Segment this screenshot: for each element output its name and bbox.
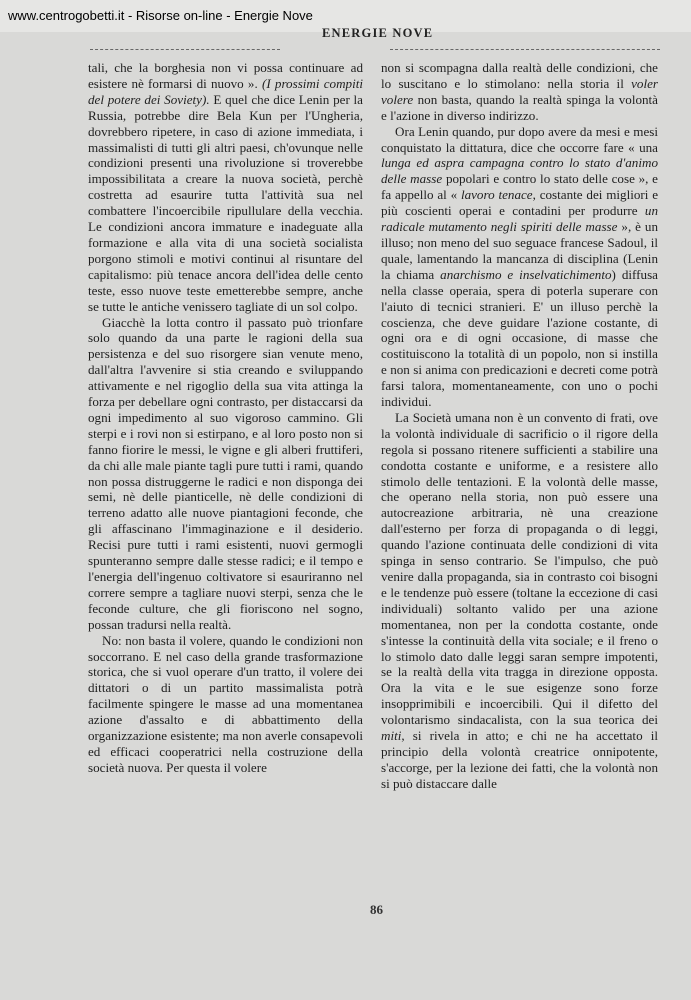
right-column [381, 60, 658, 792]
left-column [88, 60, 363, 776]
text-run: ) diffusa nella classe operaia, spera di poterla superare con l'aiuto di tecnici stranieri. E' un illuso perchè la coscienza, che deve guidare l'azione costante, di ogni ora e di ogni occasione, di masse che costituiscono la totalità di un popolo, non si instilla e non si anima con predicazioni e decreti come potrà farsi talora, momentaneamente, con uno o pochi individui. [381, 266, 658, 410]
text-run: E quel che dice Lenin per la Russia, potrebbe dire Bela Kun per l'Ungheria, dovrebbero ripetere, in caso di azione immediata, i massimalisti di tutti gli altri paesi, ch'ovunque nelle condizioni presenti una rivoluzione si troverebbe impossibilitata a creare la nuova società, perchè costretta ad esaurire tutta l'attività sua nel combattere l'incoercibile ripullulare della vecchia. Le condizioni ancora immature e inadeguate alla formazione e alla vita di una società socialista porgono stimoli e motivi continui al risuntare del capitalismo: più tenace ancora dell'idea delle cento teste, esso nuove teste emetterebbe sempre, anche se tutte le antiche venissero tagliate di un sol colpo. [88, 91, 363, 314]
page-number: 86 [370, 902, 383, 917]
running-title: ENERGIE NOVE [322, 26, 434, 40]
text-run: , costante dei migliori e più coscienti operai e contadini per produrre [381, 187, 658, 219]
text-run: non basta, quando la realtà spinga la volontà e l'azione in diverso indirizzo. [381, 91, 658, 123]
emphasis: lunga ed aspra campagna contro lo stato d'animo delle masse [381, 155, 658, 187]
paragraph: Giacchè la lotta contro il passato può trionfare solo quando da una parte le ragioni della sua persistenza e del suo risorgere sian venute meno, dall'altra l'avvenire si stia creando e sviluppando attivamente e nel rigoglio della sua vita attinga la forza per debellare ogni contrasto, per distaccarsi da ogni impedimento al suo vigoroso cammino. Gli sterpi e i rovi non si estirpano, e al loro posto non si fanno fiorire le messi, le vigne e gli alberi fruttiferi, da chi alle male piante tagli pure tutti i rami, quando non possa distruggerne le radici e non disponga dei semi, nè delle pianticelle, nè delle condizioni di terreno adatto alle nuove piantagioni feconde, che gli affascinano l'immaginazione e il desiderio. Recisi pure tutti i rami esistenti, nuovi germogli spunteranno sempre dalle stesse radici; e il tempo e l'energia dell'ingenuo coltivatore si esauriranno nel correre sempre a tagliare nuovi sterpi, senza che le feconde culture, che gli fioriscono nel sogno, possan tradursi nella realtà. [88, 314, 363, 632]
paragraph: No: non basta il volere, quando le condizioni non soccorrano. E nel caso della grande trasformazione storica, che si vuol operare d'un tratto, il volere dei dittatori o di un partito massimalista potrà facilmente spingere le masse ad una momentanea azione d'assalto e di abbattimento della organizzazione esistente; ma non averle consapevoli ed efficaci cooperatrici nella costruzione della società nuova. Per questa il volere [88, 632, 363, 775]
text-run: non si scompagna dalla realtà delle condizioni, che lo suscitano e lo stimolano: nella storia il [381, 60, 658, 91]
emphasis: voler volere [381, 75, 658, 107]
text-run: », è un illuso; non meno del suo seguace francese Sadoul, il quale, lamentando la mancanza di disciplina (Lenin la chiama [381, 219, 658, 282]
text-run: La Società umana non è un convento di frati, ove la volontà individuale di sacrificio o il rigore della regola si possano ritenere sufficienti a stabilire una condotta costante e uniforme, e a resistere allo stimolo delle tentazioni. E la volontà delle masse, che operano nella storia, non può essere una autocreazione arbitraria, nè una creazione dall'esterno per forza di propaganda o di leggi, quando l'azione continuata delle condizioni di vita spinga in senso contrario. Se l'impulso, che può venire dalla propaganda, sia in contrasto coi bisogni e le tendenze può essere (toltane la eccezione di casi individuali) soltanto valido per una azione momentanea, non per la condotta costante, onde s'intesse la continuità della vita sociale; e il freno o lo stimolo dato dalle leggi saran sempre impotenti, se la realtà della vita tragga in direzione opposta. Ora la vita e le sue esigenze sono forze insopprimibili e incoercibili. Qui il difetto del volontarismo sindacalista, con la sua teorica dei [381, 409, 658, 728]
paragraph [88, 60, 363, 315]
text-run: tali, che la borghesia non vi possa continuare ad esistere nè formarsi di nuovo ». [88, 60, 363, 91]
emphasis: lavoro tenace [460, 187, 533, 203]
header-rule-right [390, 49, 660, 50]
paragraph [381, 60, 658, 124]
text-run: Ora Lenin quando, pur dopo avere da mesi e mesi conquistato la dittatura, dice che occorre fare « una [381, 123, 658, 155]
emphasis: un radicale mutamento negli spiriti delle masse [381, 203, 658, 235]
text-run: , si rivela in atto; e chi ne ha accettato il principio della volontà creatrice onnipotente, s'accorge, per la lezione dei fatti, che la volontà non si può distaccare dalle [381, 728, 658, 791]
source-line: www.centrogobetti.it - Risorse on-line - Energie Nove [8, 8, 313, 23]
paragraph [381, 410, 658, 792]
header-rule-left [90, 49, 280, 50]
paragraph [381, 124, 658, 410]
emphasis: anarchismo e inselvatichimento [440, 266, 612, 282]
emphasis: miti [381, 728, 402, 744]
text-run: popolari e contro lo stato delle cose », e fa appello al « [381, 171, 658, 203]
book-reference: (I prossimi compiti del potere dei Soviety). [88, 75, 364, 107]
